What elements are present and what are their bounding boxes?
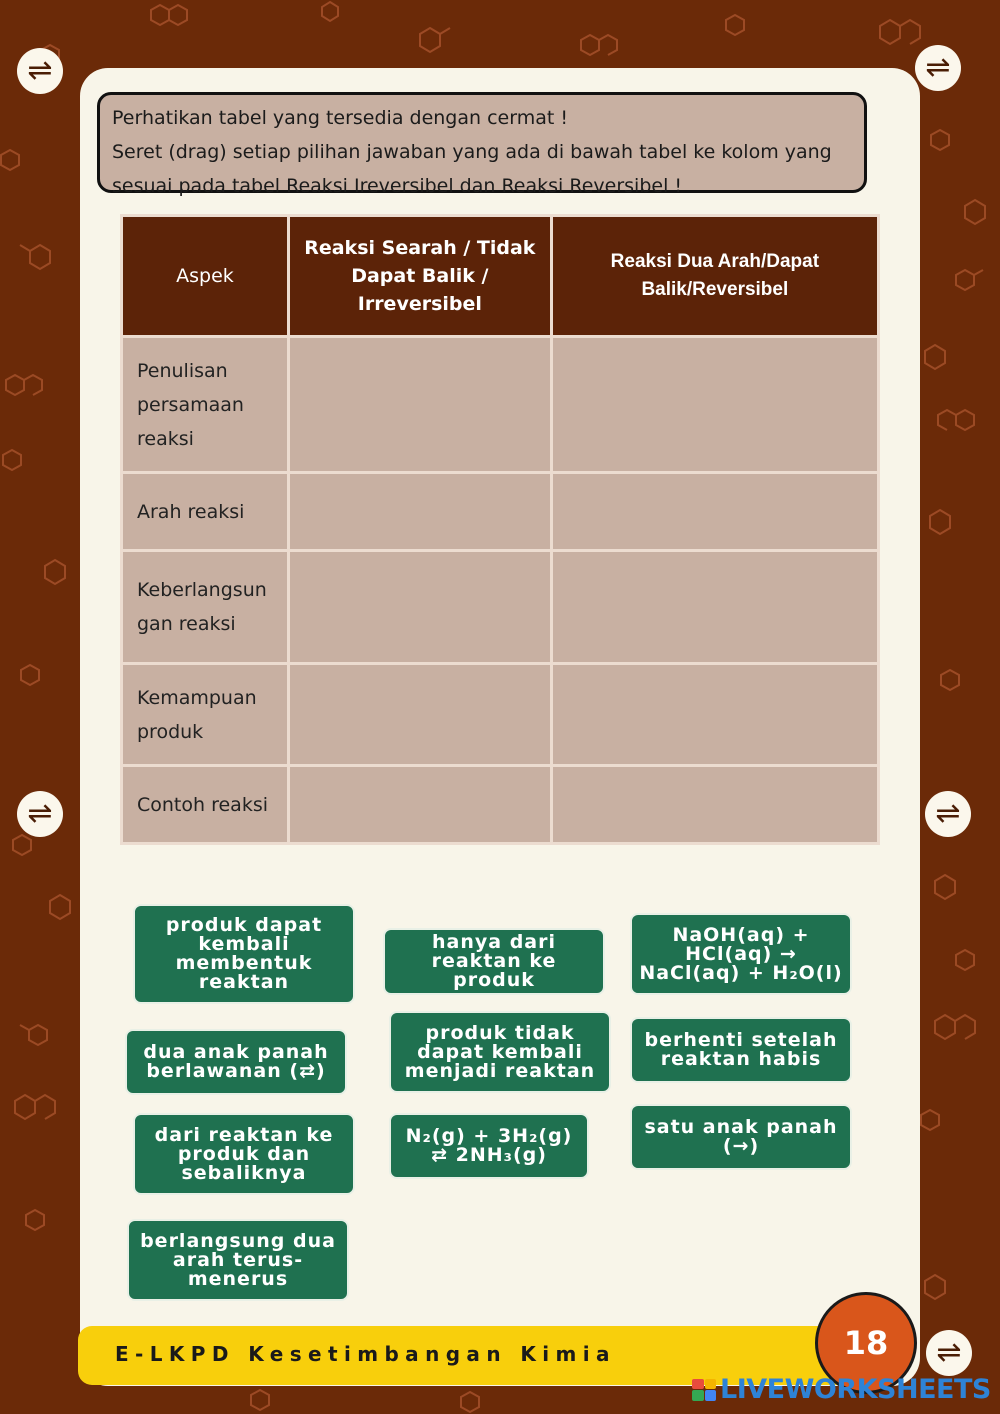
column-header-irreversible: Reaksi Searah / Tidak Dapat Balik / Irreversibel — [288, 216, 551, 337]
answer-chip[interactable]: berlangsung dua arah terus-menerus — [127, 1219, 349, 1301]
answer-chip[interactable]: N₂(g) + 3H₂(g) ⇄ 2NH₃(g) — [389, 1113, 589, 1179]
row-label: Keberlangsungan reaksi — [122, 551, 289, 664]
instruction-line: Seret (drag) setiap pilihan jawaban yang ada di bawah tabel ke kolom yang — [112, 141, 832, 163]
drop-zone-irreversible[interactable] — [288, 473, 551, 551]
drop-zone-reversible[interactable] — [551, 766, 878, 844]
equilibrium-arrow-icon: ⇌ — [17, 48, 63, 94]
drop-zone-reversible[interactable] — [551, 337, 878, 473]
row-label: Arah reaksi — [122, 473, 289, 551]
table-row — [122, 473, 879, 551]
reaction-comparison-table — [120, 214, 880, 845]
table-row — [122, 337, 879, 473]
answer-chip[interactable]: produk tidak dapat kembali menjadi reaktan — [389, 1011, 611, 1093]
brand-text: LIVEWORKSHEETS — [720, 1374, 991, 1405]
equilibrium-arrow-icon: ⇌ — [925, 791, 971, 837]
instruction-line: Perhatikan tabel yang tersedia dengan cermat ! — [112, 107, 568, 129]
answer-chip[interactable]: hanya dari reaktan ke produk — [383, 928, 605, 995]
answer-chip[interactable]: satu anak panah (→) — [630, 1104, 852, 1170]
page-number-badge: 18 — [815, 1292, 917, 1394]
drop-zone-irreversible[interactable] — [288, 664, 551, 766]
drop-zone-reversible[interactable] — [551, 664, 878, 766]
row-label: Penulisan persamaan reaksi — [122, 337, 289, 473]
drop-zone-reversible[interactable] — [551, 473, 878, 551]
column-header-aspek: Aspek — [122, 216, 289, 337]
equilibrium-arrow-icon: ⇌ — [926, 1330, 972, 1376]
table-row — [122, 551, 879, 664]
liveworksheets-brand — [692, 1374, 991, 1405]
drop-zone-irreversible[interactable] — [288, 766, 551, 844]
answer-chip[interactable]: produk dapat kembali membentuk reaktan — [133, 904, 355, 1004]
answer-chip[interactable]: NaOH(aq) + HCl(aq) → NaCl(aq) + H₂O(l) — [630, 913, 852, 995]
liveworksheets-logo-icon — [692, 1379, 716, 1401]
row-label: Contoh reaksi — [122, 766, 289, 844]
row-label: Kemampuan produk — [122, 664, 289, 766]
answer-chip[interactable]: berhenti setelah reaktan habis — [630, 1017, 852, 1083]
table-row — [122, 664, 879, 766]
equilibrium-arrow-icon: ⇌ — [915, 45, 961, 91]
table-header-row — [122, 216, 879, 337]
drop-zone-reversible[interactable] — [551, 551, 878, 664]
drop-zone-irreversible[interactable] — [288, 337, 551, 473]
instruction-line: sesuai pada tabel Reaksi Ireversibel dan Reaksi Reversibel ! — [112, 175, 683, 197]
answer-chip[interactable]: dua anak panah berlawanan (⇄) — [125, 1029, 347, 1095]
instruction-box — [97, 92, 867, 197]
equilibrium-arrow-icon: ⇌ — [17, 791, 63, 837]
table-row — [122, 766, 879, 844]
column-header-reversible: Reaksi Dua Arah/Dapat Balik/Reversibel — [551, 216, 878, 337]
footer-title: E-LKPD Kesetimbangan Kimia — [115, 1342, 616, 1366]
answer-chip[interactable]: dari reaktan ke produk dan sebaliknya — [133, 1113, 355, 1195]
drop-zone-irreversible[interactable] — [288, 551, 551, 664]
